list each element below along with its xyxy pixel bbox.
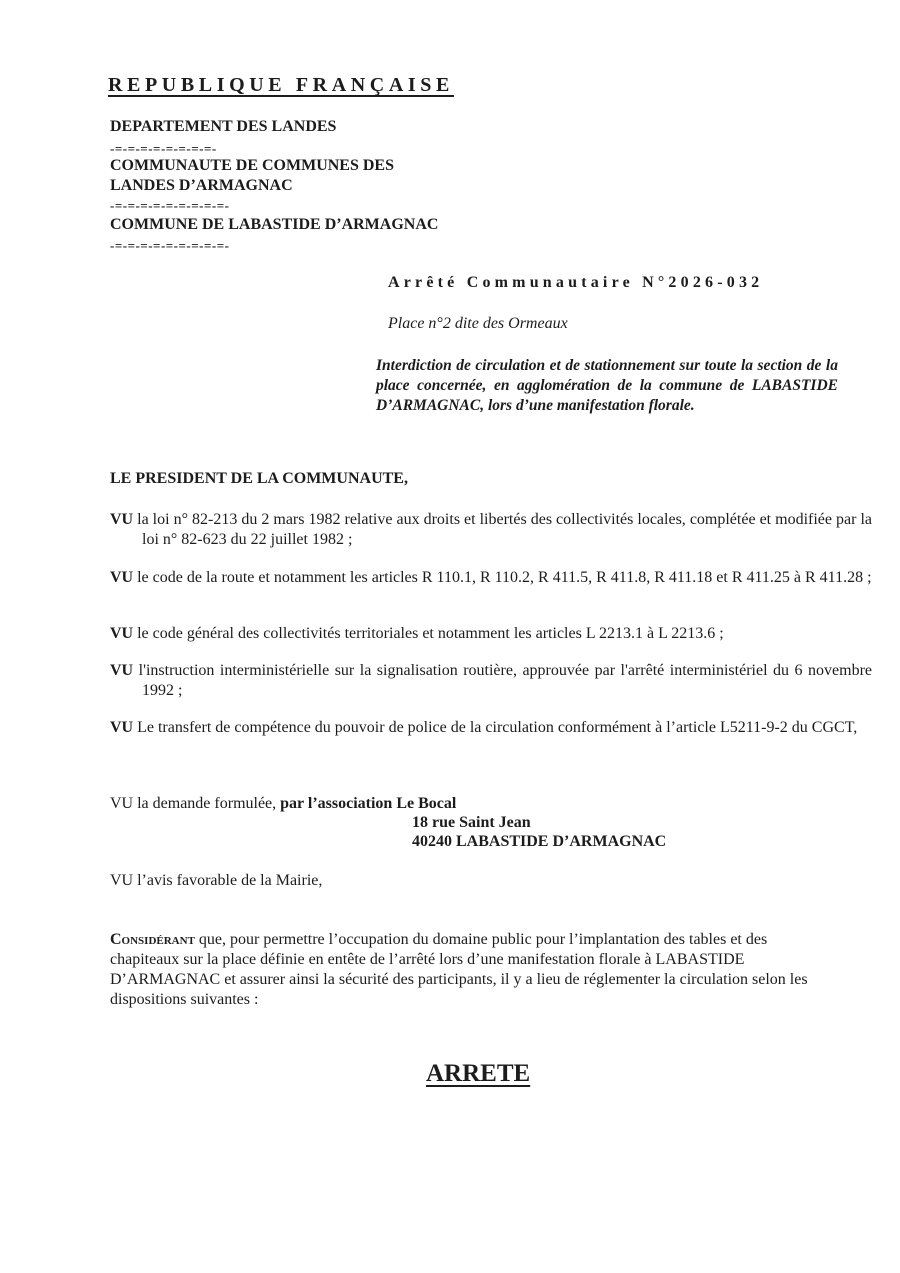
visa-item bbox=[110, 661, 872, 701]
separator-line: -=-=-=-=-=-=-=-=-=- bbox=[110, 198, 230, 213]
visa-text: Le transfert de compétence du pouvoir de police de la circulation conformément à l’article L5211-9-2 du CGCT, bbox=[137, 719, 858, 736]
arrete-title: ARRETE bbox=[426, 1060, 531, 1087]
visa-text: le code général des collectivités territoriales et notamment les articles L 2213.1 à L 2213.6 ; bbox=[137, 625, 724, 642]
vu-keyword: VU bbox=[110, 625, 134, 642]
considerant-paragraph bbox=[110, 930, 840, 1010]
visa-text: la loi n° 82-213 du 2 mars 1982 relative aux droits et libertés des collectivités locales, complétée et modifiée par la loi n° 82-623 du 22 juillet 1982 ; bbox=[137, 511, 873, 548]
departement-heading: DEPARTEMENT DES LANDES bbox=[110, 118, 337, 135]
considerant-keyword: Considérant bbox=[110, 931, 195, 948]
vu-keyword: VU bbox=[110, 662, 134, 679]
demande-association: par l’association Le Bocal bbox=[280, 795, 457, 812]
association-address-street: 18 rue Saint Jean bbox=[412, 814, 531, 831]
separator-line: -=-=-=-=-=-=-=-=- bbox=[110, 141, 217, 156]
separator-line: -=-=-=-=-=-=-=-=-=- bbox=[110, 238, 230, 253]
considerant-text: que, pour permettre l’occupation du domaine public pour l’implantation des tables et des chapiteaux sur la place définie en entête de l’arrêté lors d’une manifestation florale à LABASTIDE D’ARMAGNAC et assurer ainsi la sécurité des participants, il y a lieu de réglementer la circulation selon les dispositions suivantes : bbox=[110, 931, 808, 1008]
arrete-number: Arrêté Communautaire N°2026-032 bbox=[388, 274, 764, 291]
vu-keyword: VU bbox=[110, 569, 134, 586]
association-address-city: 40240 LABASTIDE D’ARMAGNAC bbox=[412, 833, 667, 850]
demande-prefix: VU la demande formulée, bbox=[110, 795, 277, 812]
visa-item bbox=[110, 718, 872, 738]
visa-text: le code de la route et notamment les articles R 110.1, R 110.2, R 411.5, R 411.8, R 411.18 et R 411.25 à R 411.28 ; bbox=[137, 569, 872, 586]
demande-line bbox=[110, 795, 456, 813]
republique-francaise-heading: REPUBLIQUE FRANÇAISE bbox=[108, 74, 454, 96]
visa-item bbox=[110, 510, 872, 550]
president-heading: LE PRESIDENT DE LA COMMUNAUTE, bbox=[110, 470, 408, 487]
vu-keyword: VU bbox=[110, 511, 134, 528]
communaute-heading-line2: LANDES D’ARMAGNAC bbox=[110, 177, 293, 194]
arrete-objet: Interdiction de circulation et de stationnement sur toute la section de la place concernée, en agglomération de la commune de LABASTIDE D’ARMAGNAC, lors d’une manifestation florale. bbox=[376, 357, 838, 414]
communaute-heading-line1: COMMUNAUTE DE COMMUNES DES bbox=[110, 157, 394, 174]
visa-text: l'instruction interministérielle sur la signalisation routière, approuvée par l'arrêté interministériel du 6 novembre 1992 ; bbox=[138, 662, 873, 699]
avis-line: VU l’avis favorable de la Mairie, bbox=[110, 872, 323, 889]
visa-item bbox=[110, 568, 872, 588]
arrete-place: Place n°2 dite des Ormeaux bbox=[388, 315, 568, 332]
visa-item bbox=[110, 624, 872, 644]
vu-keyword: VU bbox=[110, 719, 134, 736]
commune-heading: COMMUNE DE LABASTIDE D’ARMAGNAC bbox=[110, 216, 439, 233]
